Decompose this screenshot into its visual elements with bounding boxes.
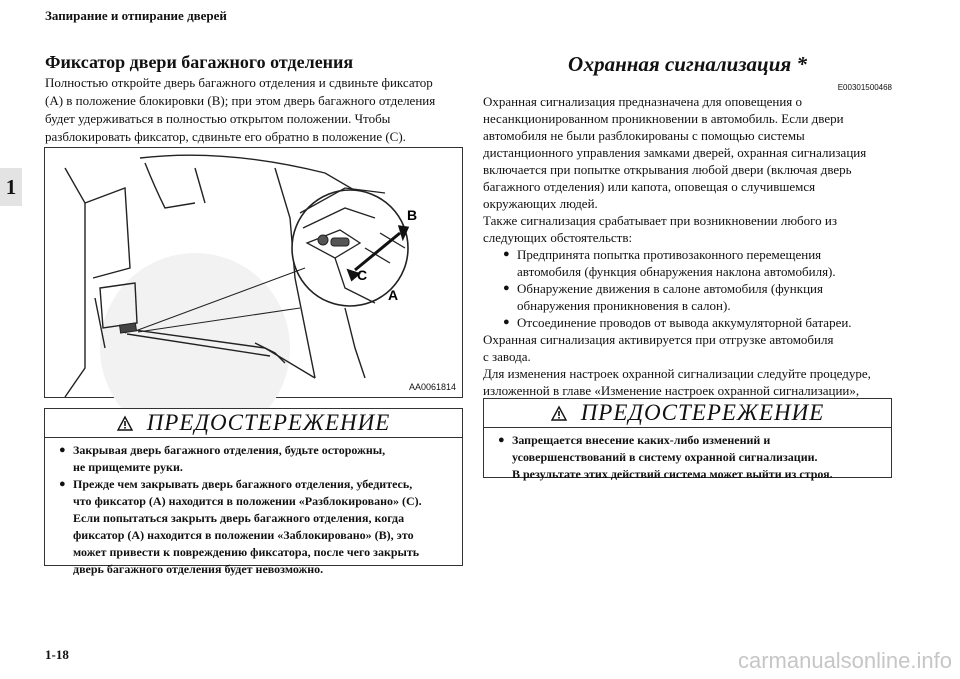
body-line: дистанционного управления замками дверей, охранная сигнализация bbox=[483, 145, 867, 160]
bullet-icon: ● bbox=[503, 316, 510, 328]
body-line: включается при попытке открывания любой двери (включая дверь bbox=[483, 162, 852, 177]
list-line: Обнаружение движения в салоне автомобиля (функция bbox=[517, 281, 823, 296]
body-line: Также сигнализация срабатывает при возникновении любого из bbox=[483, 213, 838, 228]
warning-item bbox=[59, 442, 454, 476]
body-line: несанкционированном проникновении в автомобиль. Если двери bbox=[483, 111, 844, 126]
warning-line: усовершенствований в систему охранной сигнализации. bbox=[512, 450, 818, 464]
warning-box-alarm bbox=[483, 398, 892, 481]
warning-line: Запрещается внесение каких-либо изменений и bbox=[512, 433, 771, 447]
figure-id: AA0061814 bbox=[408, 382, 456, 392]
warning-item bbox=[59, 476, 454, 578]
warning-line: что фиксатор (A) находится в положении «Разблокировано» (C). bbox=[73, 494, 422, 508]
list-line: Предпринята попытка противозаконного перемещения bbox=[517, 247, 822, 262]
bullet-icon: ● bbox=[59, 478, 66, 490]
warning-header bbox=[484, 399, 891, 428]
warning-line: фиксатор (A) находится в положении «Заблокировано» (B), это bbox=[73, 528, 414, 542]
body-line: Для изменения настроек охранной сигнализации следуйте процедуре, bbox=[483, 366, 871, 381]
section-title-security-alarm: Охранная сигнализация * bbox=[568, 52, 807, 76]
label-b: B bbox=[407, 207, 418, 223]
warning-triangle-icon bbox=[551, 406, 567, 421]
warning-line: не прищемите руки. bbox=[73, 460, 183, 474]
bullet-icon: ● bbox=[503, 248, 510, 260]
body-line: багажного отделения) или капота, оповещая о случившемся bbox=[483, 179, 816, 194]
body-line: Охранная сигнализация предназначена для оповещения о bbox=[483, 94, 803, 109]
warning-header bbox=[45, 409, 462, 438]
bullet-icon: ● bbox=[498, 434, 505, 446]
body-line: окружающих людей. bbox=[483, 196, 598, 211]
latch-illustration bbox=[45, 148, 462, 397]
warning-line: Прежде чем закрывать дверь багажного отделения, убедитесь, bbox=[73, 477, 413, 491]
warning-triangle-icon bbox=[117, 416, 133, 431]
chapter-tab: 1 bbox=[0, 168, 22, 206]
tailgate-latch-figure bbox=[44, 147, 463, 398]
list-item bbox=[483, 280, 893, 314]
section-title-tailgate-latch: Фиксатор двери багажного отделения bbox=[45, 52, 354, 72]
warning-item bbox=[498, 432, 883, 483]
warning-line: может привести к повреждению фиксатора, после чего закрыть bbox=[73, 545, 420, 559]
para-line: (A) в положение блокировки (B); при этом дверь багажного отделения bbox=[45, 93, 436, 108]
tailgate-latch-paragraph bbox=[45, 74, 463, 146]
list-item bbox=[483, 246, 893, 280]
warning-line: Закрывая дверь багажного отделения, будьте осторожны, bbox=[73, 443, 386, 457]
section-code: E00301500468 bbox=[837, 83, 892, 92]
para-line: разблокировать фиксатор, сдвиньте его обратно в положение (C). bbox=[45, 129, 406, 144]
body-line: следующих обстоятельств: bbox=[483, 230, 633, 245]
security-alarm-body bbox=[483, 93, 893, 416]
list-item bbox=[483, 314, 893, 331]
list-line: автомобиля (функция обнаружения наклона автомобиля). bbox=[517, 264, 836, 279]
para-line: будет удерживаться в полностью открытом положении. Чтобы bbox=[45, 111, 391, 126]
body-line: автомобиля не были разблокированы с помощью системы bbox=[483, 128, 805, 143]
body-line: изложенной в главе «Изменение настроек охранной сигнализации», bbox=[483, 383, 860, 398]
label-a: A bbox=[388, 287, 399, 303]
list-line: Отсоединение проводов от вывода аккумуляторной батареи. bbox=[517, 315, 852, 330]
bullet-icon: ● bbox=[503, 282, 510, 294]
body-line: Охранная сигнализация активируется при отгрузке автомобиля bbox=[483, 332, 834, 347]
warning-title: ПРЕДОСТЕРЕЖЕНИЕ bbox=[580, 400, 825, 425]
warning-line: В результате этих действий система может выйти из строя. bbox=[512, 467, 833, 481]
list-line: обнаружения проникновения в салон). bbox=[517, 298, 731, 313]
label-c: C bbox=[357, 267, 368, 283]
warning-box-tailgate bbox=[44, 408, 463, 576]
warning-line: дверь багажного отделения будет невозможно. bbox=[73, 562, 324, 576]
bullet-icon: ● bbox=[59, 444, 66, 456]
watermark: carmanualsonline.info bbox=[737, 648, 952, 673]
warning-title: ПРЕДОСТЕРЕЖЕНИЕ bbox=[146, 410, 391, 435]
warning-line: Если попытаться закрыть дверь багажного отделения, когда bbox=[73, 511, 405, 525]
page-number: 1-18 bbox=[45, 647, 69, 662]
para-line: Полностью откройте дверь багажного отделения и сдвиньте фиксатор bbox=[45, 75, 433, 90]
body-line: с завода. bbox=[483, 349, 531, 364]
running-header: Запирание и отпирание дверей bbox=[45, 8, 227, 23]
